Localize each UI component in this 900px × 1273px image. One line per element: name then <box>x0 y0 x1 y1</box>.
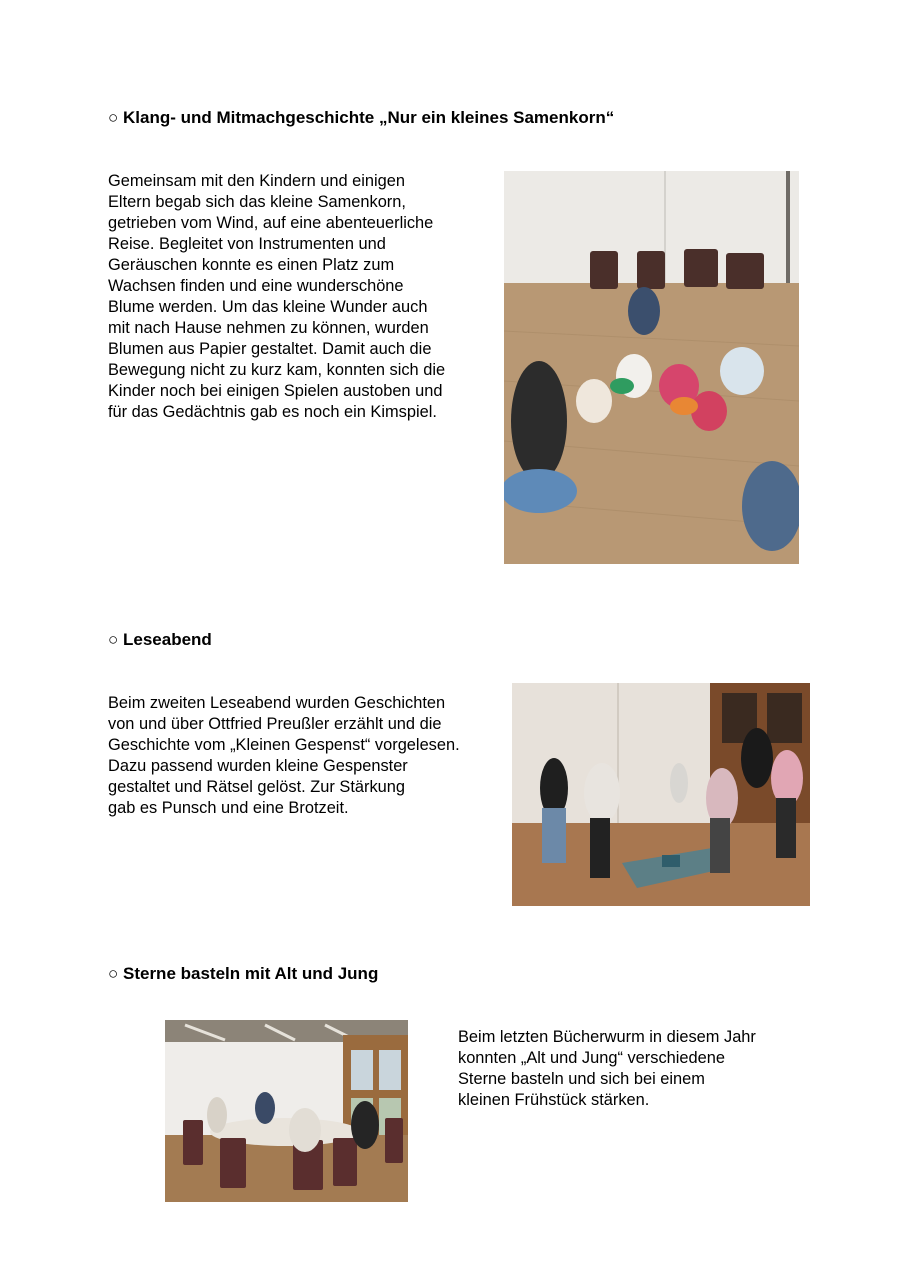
text-line: für das Gedächtnis gab es noch ein Kimspiel. <box>108 403 437 421</box>
section-heading-leseabend: ○ Leseabend <box>108 630 212 649</box>
text-line: Geräuschen konnte es einen Platz zum <box>108 256 395 274</box>
text-line: Dazu passend wurden kleine Gespenster <box>108 757 408 775</box>
text-line: gab es Punsch und eine Brotzeit. <box>108 799 349 817</box>
text-line: Geschichte vom „Kleinen Gespenst“ vorgelesen. <box>108 736 460 754</box>
section-heading-sterne-basteln: ○ Sterne basteln mit Alt und Jung <box>108 964 379 983</box>
section-text-samenkorn <box>108 171 445 423</box>
text-line: konnten „Alt und Jung“ verschiedene <box>458 1049 725 1067</box>
text-line: Beim letzten Bücherwurm in diesem Jahr <box>458 1028 756 1046</box>
text-line: kleinen Frühstück stärken. <box>458 1091 650 1109</box>
text-line: Reise. Begleitet von Instrumenten und <box>108 235 386 253</box>
photo-star-crafting <box>165 1020 408 1202</box>
text-line: Blume werden. Um das kleine Wunder auch <box>108 298 428 316</box>
text-line: getrieben vom Wind, auf eine abenteuerliche <box>108 214 434 232</box>
text-line: von und über Ottfried Preußler erzählt und die <box>108 715 442 733</box>
text-line: mit nach Hause nehmen zu können, wurden <box>108 319 429 337</box>
photo-reading-evening <box>512 683 810 906</box>
text-line: Kinder noch bei einigen Spielen austoben und <box>108 382 443 400</box>
text-line: gestaltet und Rätsel gelöst. Zur Stärkung <box>108 778 406 796</box>
text-line: Eltern begab sich das kleine Samenkorn, <box>108 193 406 211</box>
section-text-sterne-basteln <box>458 1027 756 1111</box>
text-line: Blumen aus Papier gestaltet. Damit auch die <box>108 340 432 358</box>
text-line: Beim zweiten Leseabend wurden Geschichten <box>108 694 446 712</box>
photo-children-storytelling <box>504 171 799 564</box>
text-line: Wachsen finden und eine wunderschöne <box>108 277 404 295</box>
section-text-leseabend <box>108 693 460 819</box>
section-heading-samenkorn: ○ Klang- und Mitmachgeschichte „Nur ein kleines Samenkorn“ <box>108 108 615 127</box>
text-line: Sterne basteln und sich bei einem <box>458 1070 705 1088</box>
text-line: Gemeinsam mit den Kindern und einigen <box>108 172 406 190</box>
text-line: Bewegung nicht zu kurz kam, konnten sich die <box>108 361 446 379</box>
